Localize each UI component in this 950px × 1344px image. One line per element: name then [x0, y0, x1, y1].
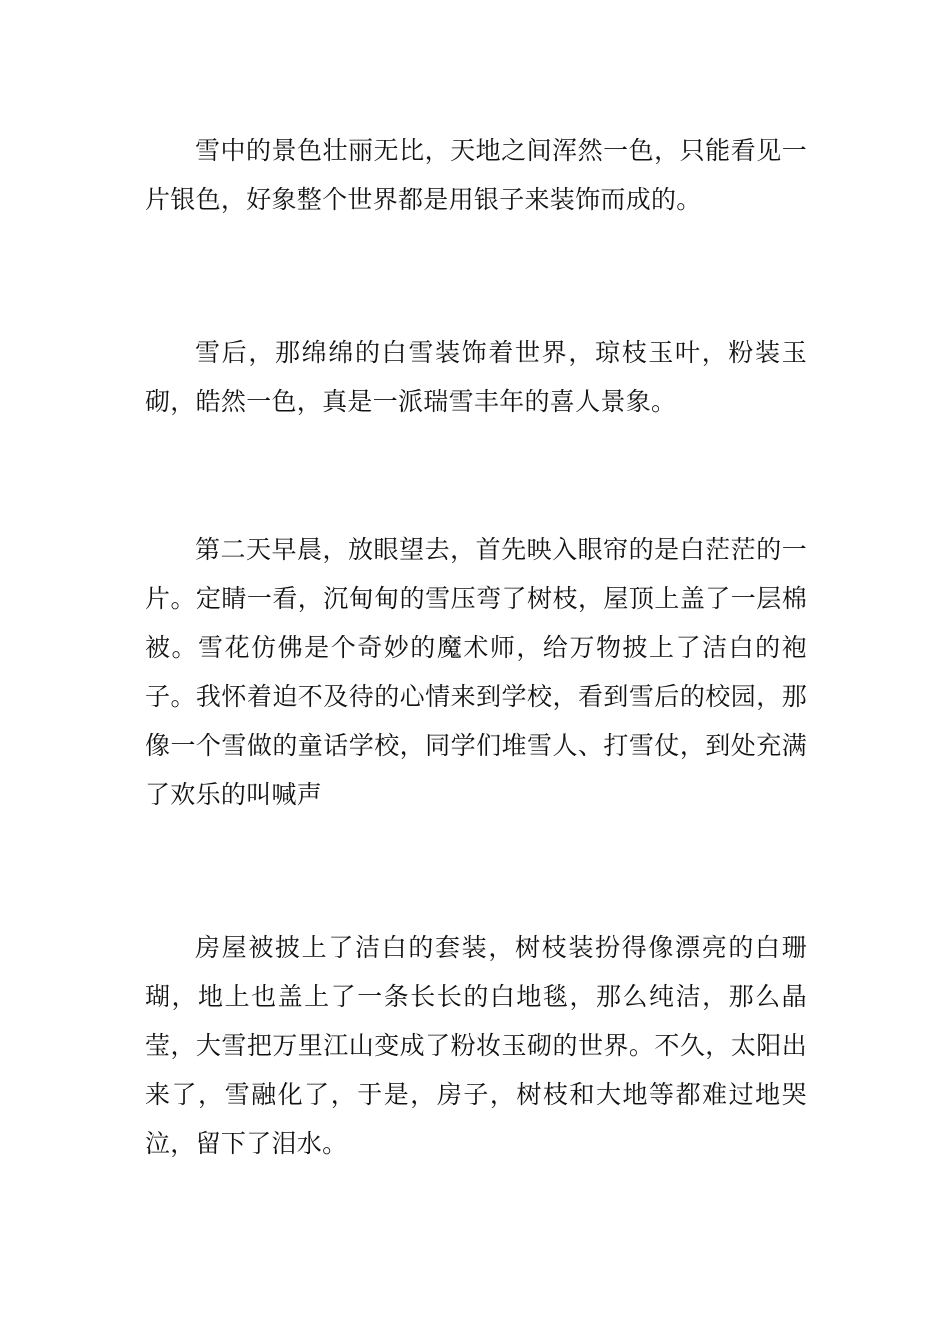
paragraph-2: 雪后，那绵绵的白雪装饰着世界，琼枝玉叶，粉装玉砌，皓然一色，真是一派瑞雪丰年的喜人景象。	[145, 338, 807, 416]
paragraph-3: 第二天早晨，放眼望去，首先映入眼帘的是白茫茫的一片。定睛一看，沉甸甸的雪压弯了树枝，屋顶上盖了一层棉被。雪花仿佛是个奇妙的魔术师，给万物披上了洁白的袍子。我怀着迫不及待的心情来到学校，看到雪后的校园，那像一个雪做的童话学校，同学们堆雪人、打雪仗，到处充满了欢乐的叫喊声	[145, 535, 807, 809]
paragraph-4: 房屋被披上了洁白的套装，树枝装扮得像漂亮的白珊瑚，地上也盖上了一条长长的白地毯，那么纯洁，那么晶莹，大雪把万里江山变成了粉妆玉砌的世界。不久，太阳出来了，雪融化了，于是，房子，树枝和大地等都难过地哭泣，留下了泪水。	[145, 933, 807, 1158]
paragraph-1: 雪中的景色壮丽无比，天地之间浑然一色，只能看见一片银色，好象整个世界都是用银子来装饰而成的。	[145, 136, 807, 214]
